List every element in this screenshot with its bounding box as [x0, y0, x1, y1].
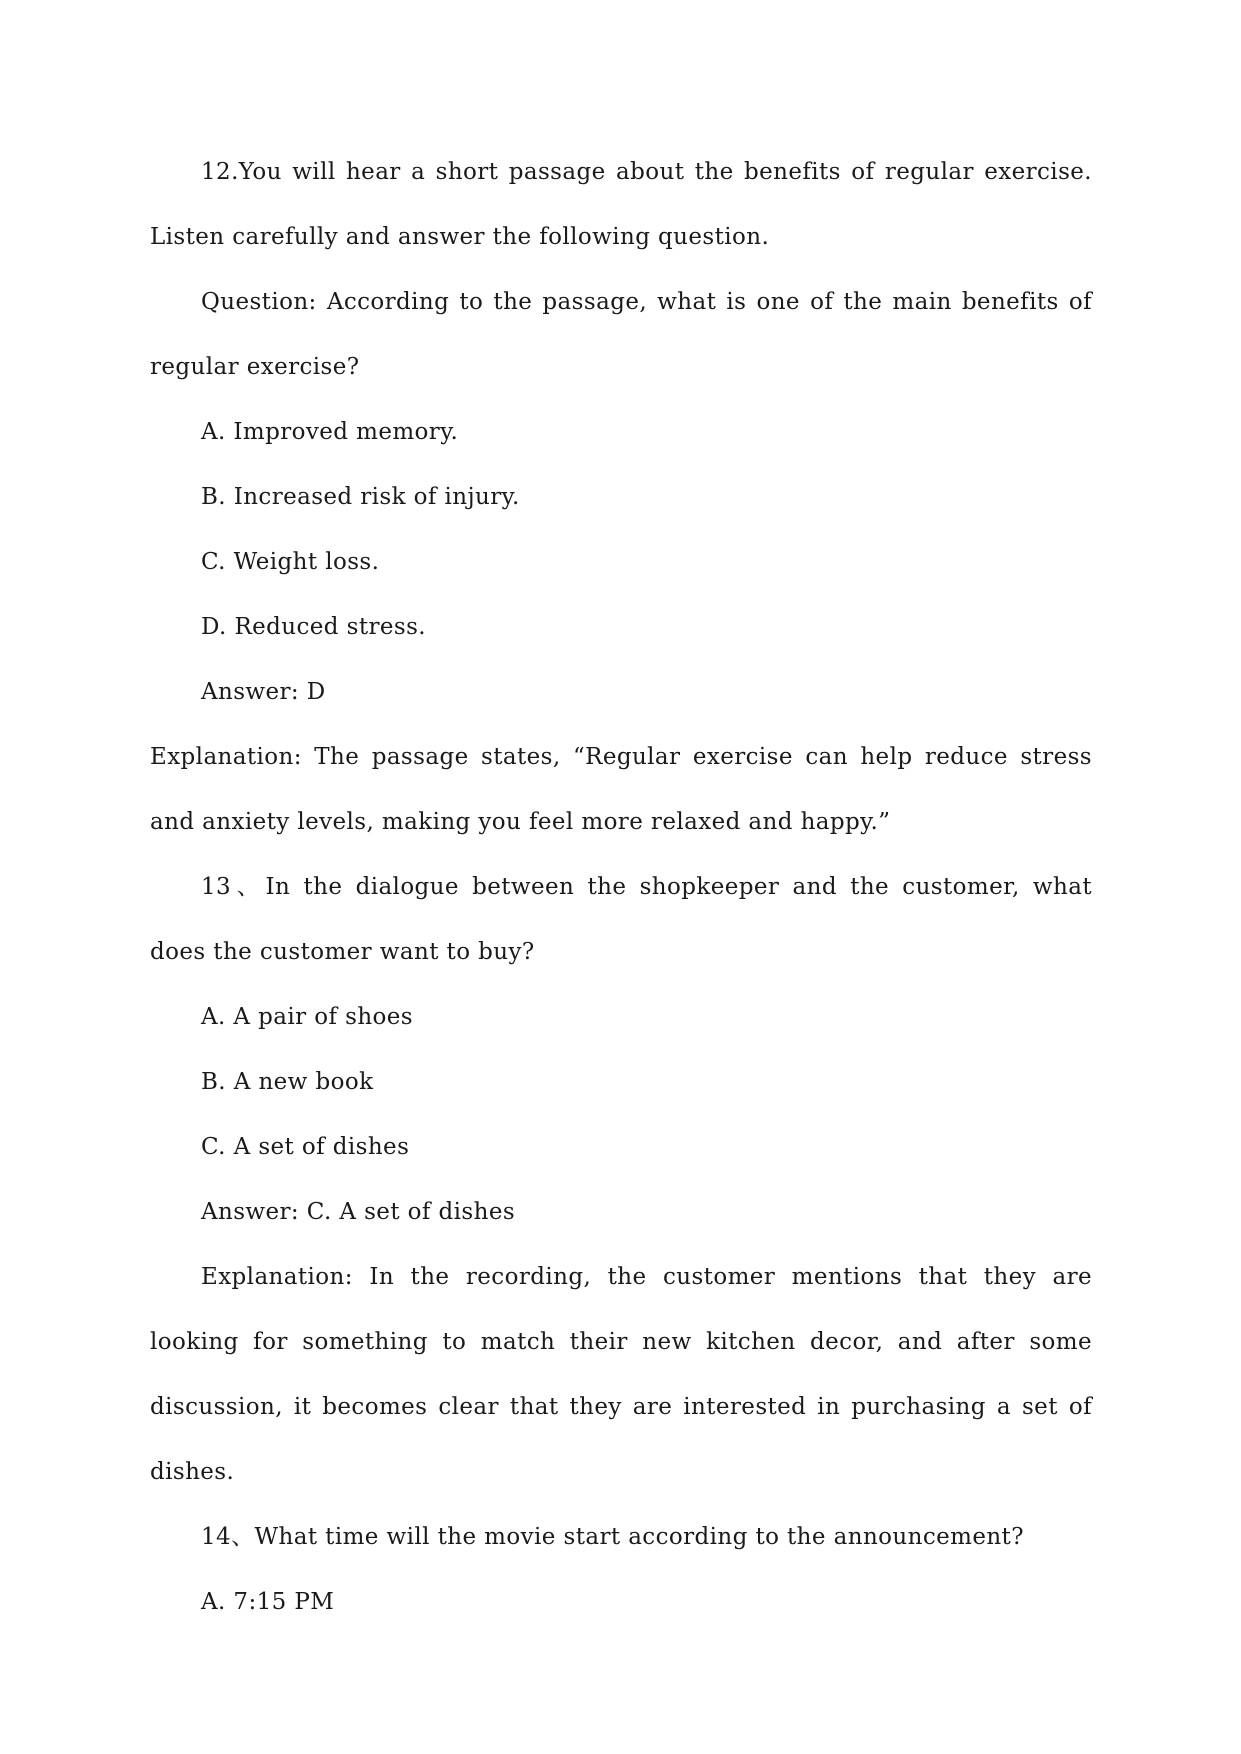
- q14-option-a: A. 7:15 PM: [201, 1589, 335, 1615]
- document-page: [150, 140, 1092, 1635]
- q12-option-b: B. Increased risk of injury.: [201, 484, 520, 510]
- q12-answer: Answer: D: [201, 679, 326, 705]
- q14-stem: 14、What time will the movie start according to the announcement?: [201, 1524, 1024, 1550]
- q12-option-a: A. Improved memory.: [201, 419, 459, 445]
- q13-explanation: Explanation: In the recording, the customer mentions that they are looking for something to match their new kitchen decor, and after some discussion, it becomes clear that they are interested in purchasing a set of dishes.: [150, 1264, 1092, 1485]
- q12-stem: 12.You will hear a short passage about the benefits of regular exercise. Listen carefully and answer the following question.: [150, 159, 1092, 250]
- q13-option-a: A. A pair of shoes: [201, 1004, 413, 1030]
- q12-explanation: Explanation: The passage states, “Regular exercise can help reduce stress and anxiety levels, making you feel more relaxed and happy.”: [150, 744, 1092, 835]
- q12-option-d: D. Reduced stress.: [201, 614, 427, 640]
- q13-answer: Answer: C. A set of dishes: [201, 1199, 516, 1225]
- q13-stem: 13、In the dialogue between the shopkeeper and the customer, what does the customer want to buy?: [150, 874, 1092, 965]
- q12-option-c: C. Weight loss.: [201, 549, 380, 575]
- q12-question: Question: According to the passage, what is one of the main benefits of regular exercise?: [150, 289, 1092, 380]
- q13-option-c: C. A set of dishes: [201, 1134, 410, 1160]
- q13-option-b: B. A new book: [201, 1069, 374, 1095]
